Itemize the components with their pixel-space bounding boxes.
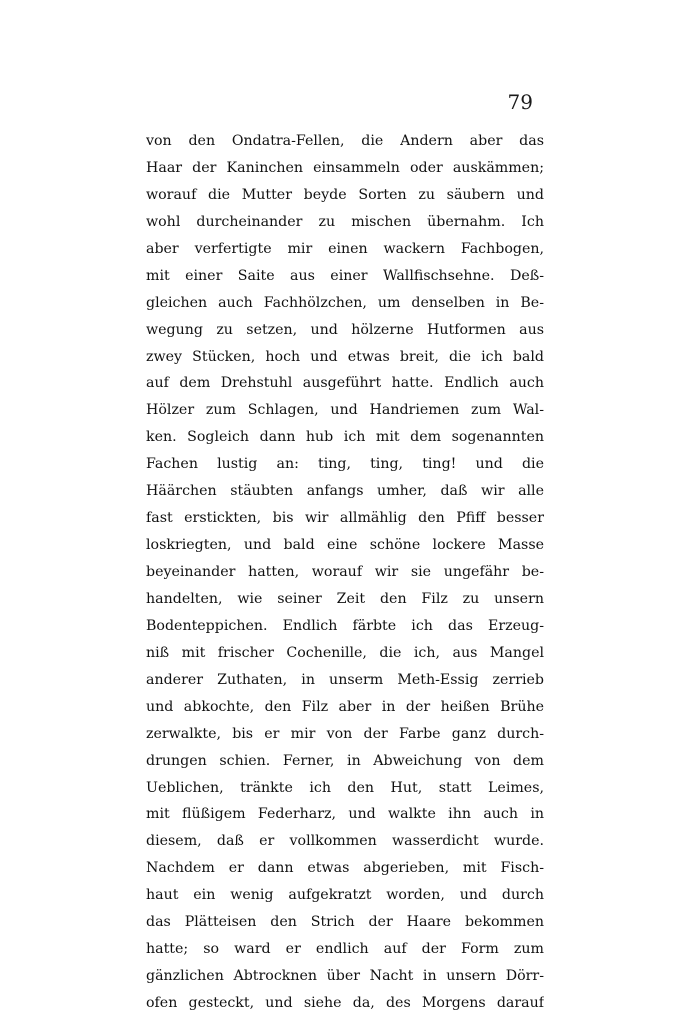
text-line: Haar der Kaninchen einsammeln oder auskämmen; xyxy=(146,159,544,176)
text-line: diesem, daß er vollkommen wasserdicht wurde. xyxy=(146,833,544,850)
text-line: Ueblichen, tränkte ich den Hut, statt Leimes, xyxy=(146,779,544,796)
text-line: Fachen lustig an: ting, ting, ting! und die xyxy=(146,456,544,473)
text-line: ken. Sogleich dann hub ich mit dem sogenannten xyxy=(146,429,544,446)
text-line: drungen schien. Ferner, in Abweichung von dem xyxy=(146,752,544,769)
body-text xyxy=(146,128,544,1017)
text-line: wohl durcheinander zu mischen übernahm. Ich xyxy=(146,213,544,230)
text-line: loskriegten, und bald eine schöne lockere Masse xyxy=(146,537,544,554)
text-line: Häärchen stäubten anfangs umher, daß wir alle xyxy=(146,483,544,500)
text-line: hatte; so ward er endlich auf der Form zum xyxy=(146,941,544,958)
text-line: gänzlichen Abtrocknen über Nacht in unsern Dörr- xyxy=(146,968,544,985)
text-line: Bodenteppichen. Endlich färbte ich das Erzeug- xyxy=(146,617,544,634)
text-line: gleichen auch Fachhölzchen, um denselben in Be- xyxy=(146,294,544,311)
text-line: anderer Zuthaten, in unserm Meth-Essig zerrieb xyxy=(146,671,544,688)
text-line: worauf die Mutter beyde Sorten zu säubern und xyxy=(146,186,544,203)
text-line: von den Ondatra-Fellen, die Andern aber das xyxy=(146,133,544,149)
text-line: Nachdem er dann etwas abgerieben, mit Fisch- xyxy=(146,860,544,877)
text-line: mit einer Saite aus einer Wallfischsehne. Deß- xyxy=(146,267,544,284)
text-line: mit flüßigem Federharz, und walkte ihn auch in xyxy=(146,806,544,823)
text-line: haut ein wenig aufgekratzt worden, und durch xyxy=(146,887,544,904)
text-line: das Plätteisen den Strich der Haare bekommen xyxy=(146,914,544,931)
text-line: Hölzer zum Schlagen, und Handriemen zum Wal- xyxy=(146,402,544,419)
text-line: ofen gesteckt, und siehe da, des Morgens darauf xyxy=(146,995,544,1011)
text-line: zwey Stücken, hoch und etwas breit, die ich bald xyxy=(146,348,544,365)
text-line: niß mit frischer Cochenille, die ich, aus Mangel xyxy=(146,644,544,661)
page-number: 79 xyxy=(507,90,533,114)
text-line: fast erstickten, bis wir allmählig den Pfiff besser xyxy=(146,510,544,527)
text-line: aber verfertigte mir einen wackern Fachbogen, xyxy=(146,240,544,257)
text-line: handelten, wie seiner Zeit den Filz zu unsern xyxy=(146,590,544,607)
text-line: und abkochte, den Filz aber in der heißen Brühe xyxy=(146,698,544,715)
text-line: wegung zu setzen, und hölzerne Hutformen aus xyxy=(146,321,544,338)
text-line: zerwalkte, bis er mir von der Farbe ganz durch- xyxy=(146,725,544,742)
text-line: auf dem Drehstuhl ausgeführt hatte. Endlich auch xyxy=(146,375,544,392)
text-line: beyeinander hatten, worauf wir sie ungefähr be- xyxy=(146,564,544,580)
